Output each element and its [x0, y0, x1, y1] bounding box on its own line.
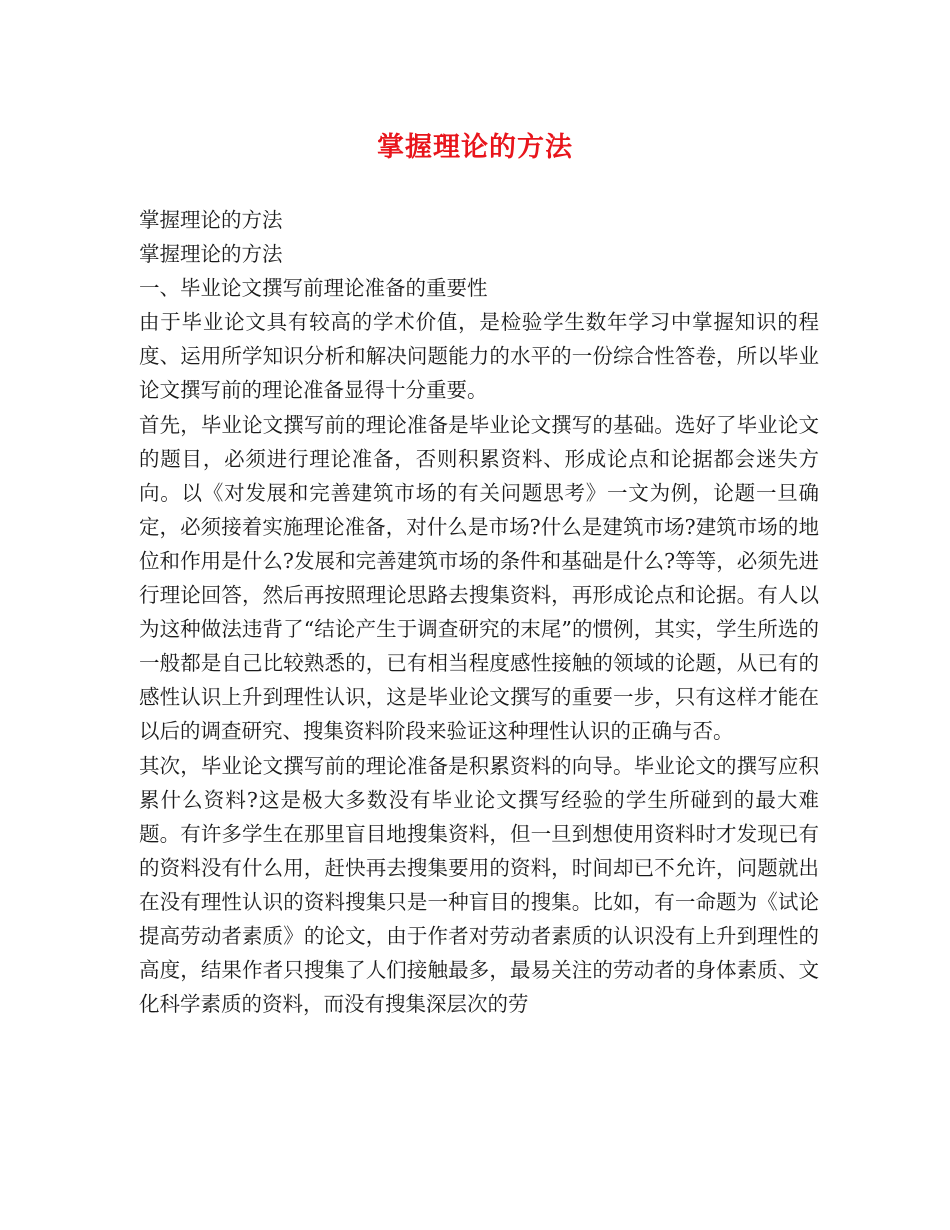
document-title: 掌握理论的方法 [377, 132, 573, 163]
paragraph-intro: 由于毕业论文具有较高的学术价值，是检验学生数年学习中掌握知识的程度、运用所学知识分析和解决问题能力的水平的一份综合性答卷，所以毕业论文撰写前的理论准备显得十分重要。 [139, 310, 819, 403]
document-body [139, 203, 819, 1021]
paragraph-heading-repeat-2: 掌握理论的方法 [139, 242, 283, 267]
paragraph-heading-repeat-1: 掌握理论的方法 [139, 208, 283, 232]
paragraph-second: 其次，毕业论文撰写前的理论准备是积累资料的向导。毕业论文的撰写应积累什么资料?这是极大多数没有毕业论文撰写经验的学生所碰到的最大难题。有许多学生在那里盲目地搜集资料，但一旦到想使用资料时才发现已有的资料没有什么用，赶快再去搜集要用的资料，时间却已不允许，问题就出在没有理性认识的资料搜集只是一种盲目的搜集。比如，有一命题为《试论提高劳动者素质》的论文，由于作者对劳动者素质的认识没有上升到理性的高度，结果作者只搜集了人们接触最多，最易关注的劳动者的身体素质、文化科学素质的资料，而没有搜集深层次的劳 [139, 753, 819, 1017]
section-heading: 一、毕业论文撰写前理论准备的重要性 [139, 276, 488, 301]
paragraph-first: 首先，毕业论文撰写前的理论准备是毕业论文撰写的基础。选好了毕业论文的题目，必须进行理论准备，否则积累资料、形成论点和论据都会迷失方向。以《对发展和完善建筑市场的有关问题思考》一文为例，论题一旦确定，必须接着实施理论准备，对什么是市场?什么是建筑市场?建筑市场的地位和作用是什么?发展和完善建筑市场的条件和基础是什么?等等，必须先进行理论回答，然后再按照理论思路去搜集资料，再形成论点和论据。有人以为这种做法违背了“结论产生于调查研究的末尾”的惯例，其实，学生所选的一般都是自己比较熟悉的，已有相当程度感性接触的领域的论题，从已有的感性认识上升到理性认识，这是毕业论文撰写的重要一步，只有这样才能在以后的调查研究、搜集资料阶段来验证这种理性认识的正确与否。 [139, 412, 819, 744]
